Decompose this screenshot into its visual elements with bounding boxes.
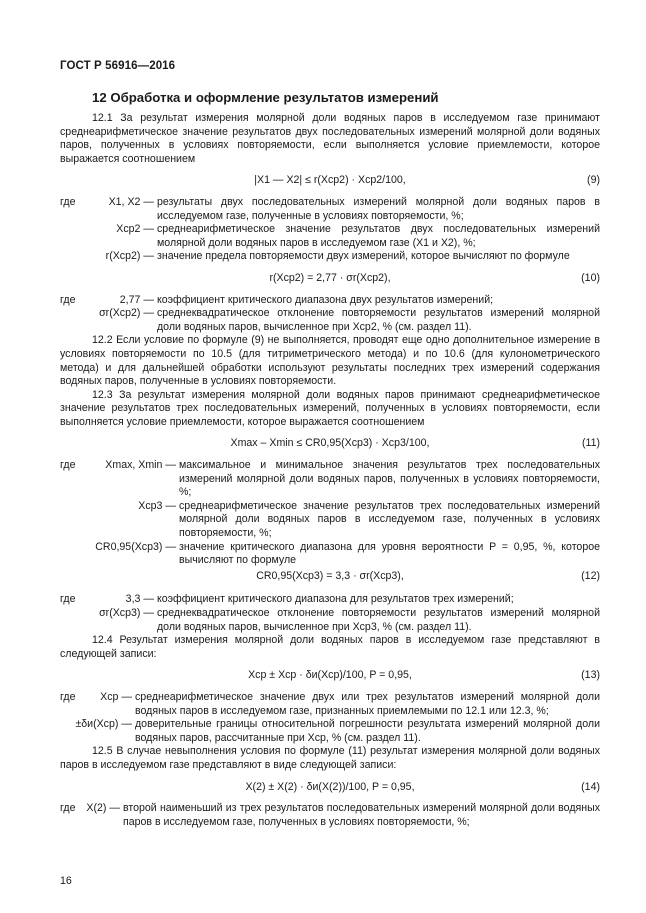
definition-term: Xср2 [116, 223, 141, 236]
formula-13-text: Xср ± Xср · δи(Xср)/100, P = 0,95, [248, 669, 412, 682]
definition-term: Xср [100, 690, 119, 703]
formula-10-text: r(Xср2) = 2,77 · σr(Xср2), [269, 271, 391, 284]
document-code: ГОСТ Р 56916—2016 [60, 60, 176, 72]
definition-text: среднеквадратическое отклонение повторяемости результатов измерений молярной доли водяных паров, вычисленное при Xср3, % (см. раздел 11). [157, 607, 600, 633]
definition-text: среднеквадратическое отклонение повторяемости результатов измерений молярной доли водяных паров, вычисленное при Xср2, % (см. раздел 11). [157, 307, 600, 333]
formula-12-text: CR0,95(Xср3) = 3,3 · σr(Xср3), [256, 569, 404, 582]
definition-row: где 2,77 — коэффициент критического диапазона двух результатов измерений; [60, 294, 600, 308]
formula-14-number: (14) [581, 780, 600, 793]
formula-9 [60, 174, 600, 188]
formula-12 [60, 570, 600, 584]
definition-term: X1, X2 [108, 195, 141, 208]
definition-text: среднеарифметическое значение результатов двух последовательных измерений молярной доли водяных паров в исследуемом газе (X1 и X2), %; [157, 223, 600, 249]
formula-13-number: (13) [581, 669, 600, 682]
definition-text: максимальное и минимальное значения результатов трех последовательных измерений молярной доли водяных паров, полученных в условиях повторяемости, %; [179, 459, 600, 499]
formula-13 [60, 669, 600, 683]
definition-term: ±δи(Xср) [75, 718, 119, 731]
formula-14-text: X(2) ± X(2) · δи(X(2))/100, P = 0,95, [245, 780, 415, 793]
formula-11 [60, 437, 600, 451]
definition-row: σr(Xср3) — среднеквадратическое отклонение повторяемости результатов измерений молярной доли водяных паров, вычисленное при Xср3, % (см. раздел 11). [60, 607, 600, 634]
formula-11-number: (11) [581, 437, 600, 450]
definition-text: значение критического диапазона для уровня вероятности P = 0,95, %, которое вычисляют по формуле [179, 540, 600, 567]
definition-row: ±δи(Xср) — доверительные границы относительной погрешности результата измерений молярной доли водяных паров, рассчитанные при Xср, % (см. раздел 11). [60, 718, 600, 745]
definition-term: 3,3 [125, 593, 141, 606]
paragraph-12-2: 12.2 Если условие по формуле (9) не выполняется, проводят еще одно дополнительное измерение в условиях повторяемости по 10.5 (для титриметрического метода) и по 10.6 (для кулонометрического метода) и для дальнейшей обработки используют результаты последних трех измерений содержания водяных паров, полученные в условиях повторяемости. [60, 334, 600, 388]
formula-10-number: (10) [581, 271, 600, 284]
definition-term: Xср3 [138, 499, 163, 512]
formula-9-text: |X1 — X2| ≤ r(Xср2) · Xср2/100, [254, 174, 406, 187]
definition-text: коэффициент критического диапазона для результатов трех измерений; [157, 593, 514, 606]
definition-row: где X1, X2 — результаты двух последовательных измерений молярной доли водяных паров в исследуемом газе, полученные в условиях повторяемости, %; [60, 195, 600, 222]
definition-row: Xср3 — среднеарифметическое значение результатов трех последовательных измерений молярной доли водяных паров в исследуемом газе, полученных в условиях повторяемости, %; [60, 500, 600, 541]
paragraph-12-5: 12.5 В случае невыполнения условия по формуле (11) результат измерения молярной доли водяных паров в исследуемом газе представляют в виде следующей записи: [60, 745, 600, 771]
formula-12-number: (12) [581, 569, 600, 582]
definition-row: где 3,3 — коэффициент критического диапазона для результатов трех измерений; [60, 593, 600, 607]
formula-10 [60, 272, 600, 286]
paragraph-12-1: 12.1 За результат измерения молярной доли водяных паров в исследуемом газе принимают среднеарифметическое значение результатов двух последовательных измерений молярной доли водяных паров, полученных в условиях повторяемости, если выполняется условие приемлемости, которое выражается соотношением [60, 112, 600, 165]
definition-term: Xmax, Xmin [105, 459, 163, 472]
definition-text: значение предела повторяемости двух измерений, которое вычисляют по формуле [157, 250, 570, 263]
definition-row: r(Xср2) — значение предела повторяемости двух измерений, которое вычисляют по формуле [60, 250, 600, 264]
formula-14 [60, 781, 600, 795]
formula-9-number: (9) [587, 174, 600, 187]
definition-term: σr(Xср3) [99, 607, 141, 619]
definition-text: второй наименьший из трех результатов последовательных измерений молярной доли водяных паров в исследуемом газе, полученных в условиях повторяемости, %; [123, 802, 600, 828]
definition-row: CR0,95(Xср3) — значение критического диапазона для уровня вероятности P = 0,95, %, которое вычисляют по формуле [60, 541, 600, 568]
definition-text: результаты двух последовательных измерений молярной доли водяных паров в исследуемом газе, полученные в условиях повторяемости, %; [157, 195, 600, 222]
definition-term: 2,77 [119, 293, 141, 306]
paragraph-12-3: 12.3 За результат измерения молярной доли водяных паров принимают среднеарифметическое значение результатов трех последовательных измерений, полученных в условиях повторяемости, если выполняется условие приемлемости, которое выражается соотношением [60, 388, 600, 428]
definition-row: где X(2) — второй наименьший из трех результатов последовательных измерений молярной доли водяных паров в исследуемом газе, полученных в условиях повторяемости, %; [60, 802, 600, 828]
page-number: 16 [60, 875, 72, 887]
definition-term: X(2) [86, 802, 107, 815]
definition-row: Xср2 — среднеарифметическое значение результатов двух последовательных измерений молярной доли водяных паров в исследуемом газе (X1 и X2), %; [60, 223, 600, 250]
definition-text: коэффициент критического диапазона двух результатов измерений; [157, 293, 494, 306]
definition-text: среднеарифметическое значение результатов трех последовательных измерений молярной доли водяных паров в исследуемом газе, полученных в условиях повторяемости, %; [179, 499, 600, 540]
definition-row: где Xср — среднеарифметическое значение двух или трех результатов измерений молярной доли водяных паров в исследуемом газе, признанных приемлемыми по 12.1 или 12.3, %; [60, 690, 600, 717]
definition-text: доверительные границы относительной погрешности результата измерений молярной доли водяных паров, рассчитанные при Xср, % (см. раздел 11). [135, 718, 600, 744]
formula-11-text: Xmax – Xmin ≤ CR0,95(Xср3) · Xср3/100, [230, 437, 430, 450]
definition-term: CR0,95(Xср3) [95, 540, 163, 553]
definition-text: среднеарифметическое значение двух или трех результатов измерений молярной доли водяных паров в исследуемом газе, признанных приемлемыми по 12.1 или 12.3, %; [135, 690, 600, 717]
definition-row: σr(Xср2) — среднеквадратическое отклонение повторяемости результатов измерений молярной доли водяных паров, вычисленное при Xср2, % (см. раздел 11). [60, 307, 600, 334]
paragraph-12-4: 12.4 Результат измерения молярной доли водяных паров в исследуемом газе представляют в следующей записи: [60, 634, 600, 660]
definition-row: где Xmax, Xmin — максимальное и минимальное значения результатов трех последовательных измерений молярной доли водяных паров, полученных в условиях повторяемости, %; [60, 459, 600, 499]
page-body [60, 112, 600, 829]
section-title: 12 Обработка и оформление результатов измерений [92, 90, 439, 105]
definition-term: σr(Xср2) [99, 307, 141, 320]
definition-term: r(Xср2) [105, 250, 141, 263]
